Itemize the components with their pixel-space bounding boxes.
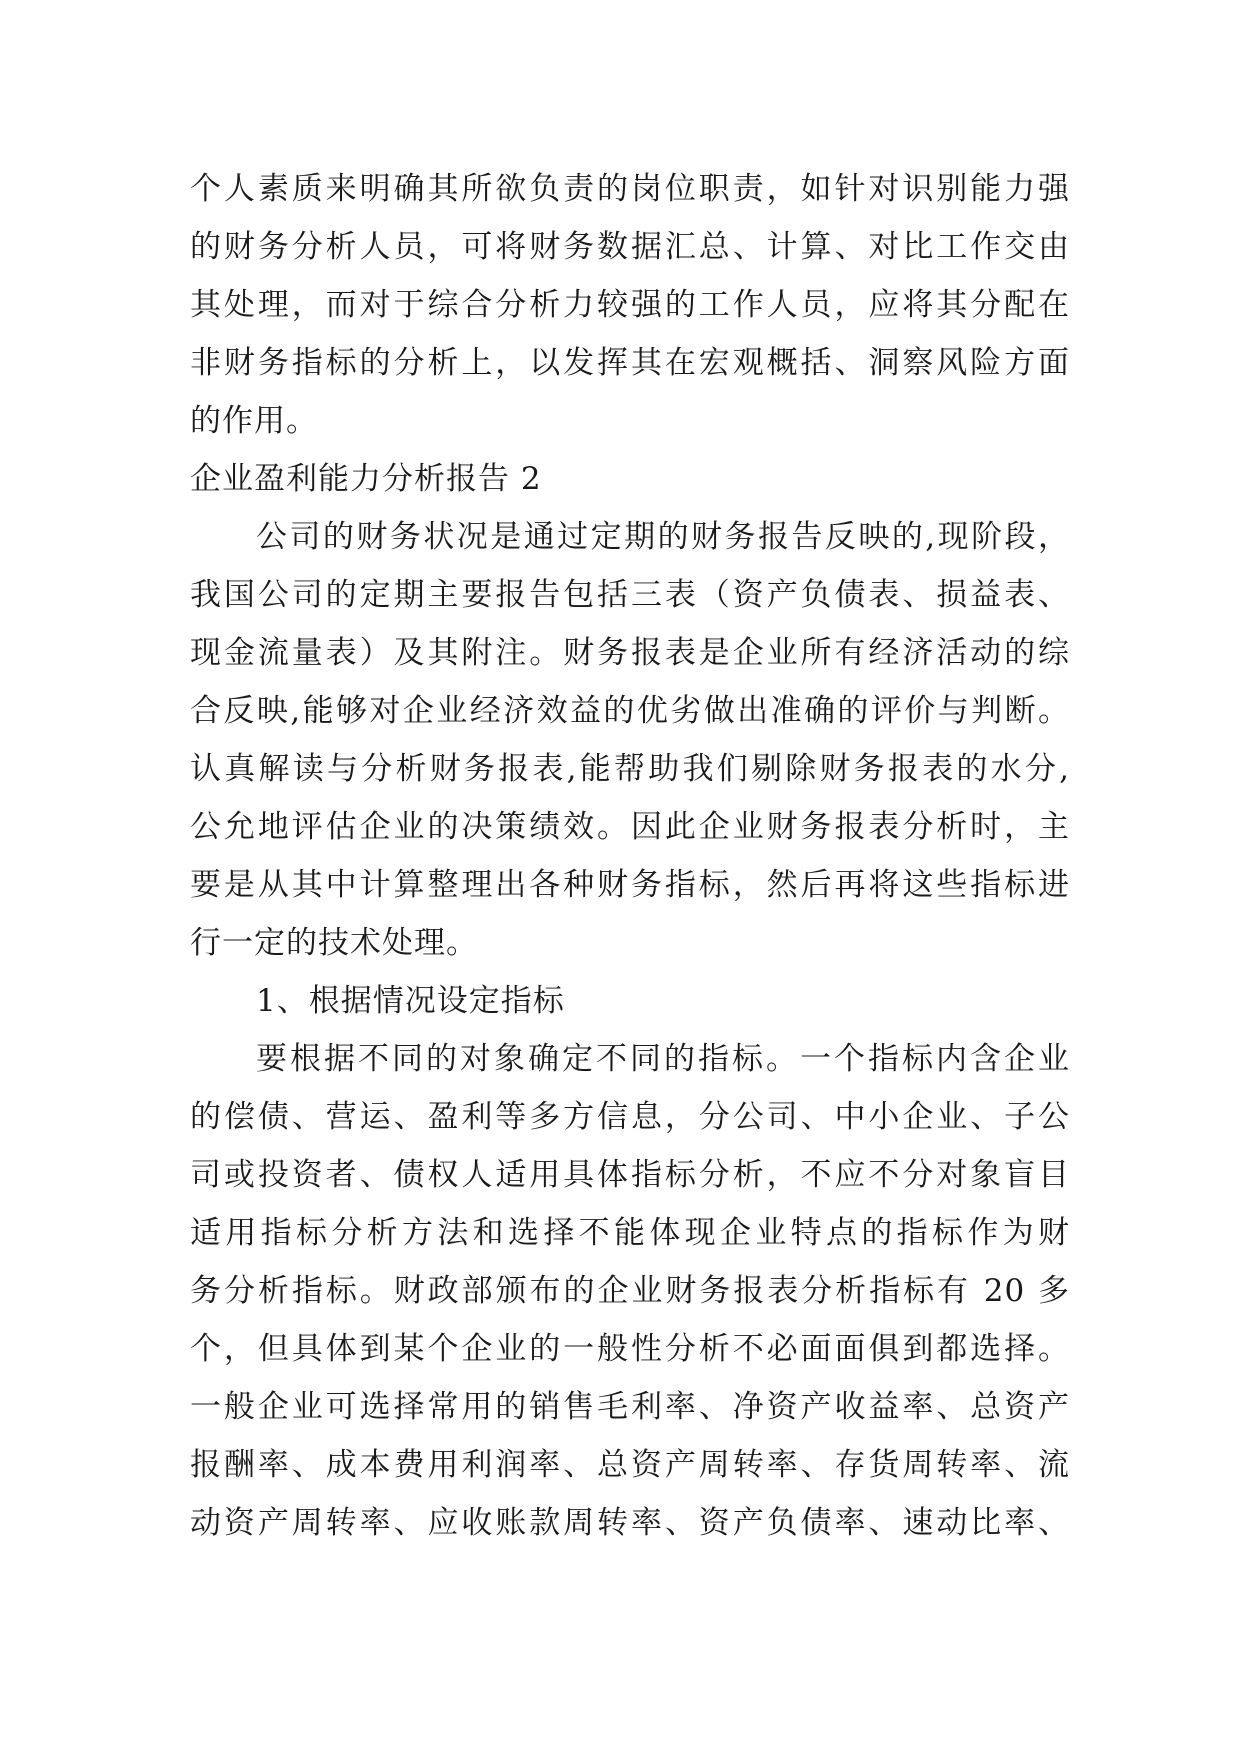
- section-heading: 企业盈利能力分析报告 2: [190, 461, 542, 497]
- paragraph-line: 的作用。: [190, 403, 318, 439]
- paragraph-line: 行一定的技术处理。: [190, 925, 478, 961]
- paragraph-line: 司或投资者、债权人适用具体指标分析，不应不分对象盲目: [190, 1157, 1070, 1193]
- paragraph-line: 要根据不同的对象确定不同的指标。一个指标内含企业: [256, 1041, 1070, 1077]
- paragraph-line: 一般企业可选择常用的销售毛利率、净资产收益率、总资产: [190, 1389, 1070, 1425]
- paragraph-line: 的财务分析人员，可将财务数据汇总、计算、对比工作交由: [190, 229, 1070, 265]
- paragraph-line: 我国公司的定期主要报告包括三表（资产负债表、损益表、: [190, 577, 1070, 613]
- paragraph-line: 公允地评估企业的决策绩效。因此企业财务报表分析时，主: [190, 809, 1070, 845]
- paragraph-line: 报酬率、成本费用利润率、总资产周转率、存货周转率、流: [190, 1447, 1070, 1483]
- paragraph-line: 的偿债、营运、盈利等多方信息，分公司、中小企业、子公: [190, 1099, 1070, 1135]
- paragraph-line: 要是从其中计算整理出各种财务指标，然后再将这些指标进: [190, 867, 1070, 903]
- paragraph-line: 现金流量表）及其附注。财务报表是企业所有经济活动的综: [190, 635, 1070, 671]
- paragraph-line: 个人素质来明确其所欲负责的岗位职责，如针对识别能力强: [190, 171, 1070, 207]
- document-body: [190, 160, 1070, 1552]
- paragraph-line: 其处理，而对于综合分析力较强的工作人员，应将其分配在: [190, 287, 1070, 323]
- subsection-heading: 1、根据情况设定指标: [256, 983, 565, 1019]
- paragraph-line: 公司的财务状况是通过定期的财务报告反映的,现阶段，: [256, 519, 1070, 555]
- paragraph-line: 非财务指标的分析上，以发挥其在宏观概括、洞察风险方面: [190, 345, 1070, 381]
- paragraph-line: 认真解读与分析财务报表,能帮助我们剔除财务报表的水分,: [190, 751, 1070, 787]
- paragraph-line: 个，但具体到某个企业的一般性分析不必面面俱到都选择。: [190, 1331, 1070, 1367]
- paragraph-line: 动资产周转率、应收账款周转率、资产负债率、速动比率、: [190, 1505, 1070, 1541]
- paragraph-line: 务分析指标。财政部颁布的企业财务报表分析指标有 20 多: [190, 1273, 1070, 1309]
- paragraph-line: 适用指标分析方法和选择不能体现企业特点的指标作为财: [190, 1215, 1070, 1251]
- paragraph-line: 合反映,能够对企业经济效益的优劣做出准确的评价与判断。: [190, 693, 1070, 729]
